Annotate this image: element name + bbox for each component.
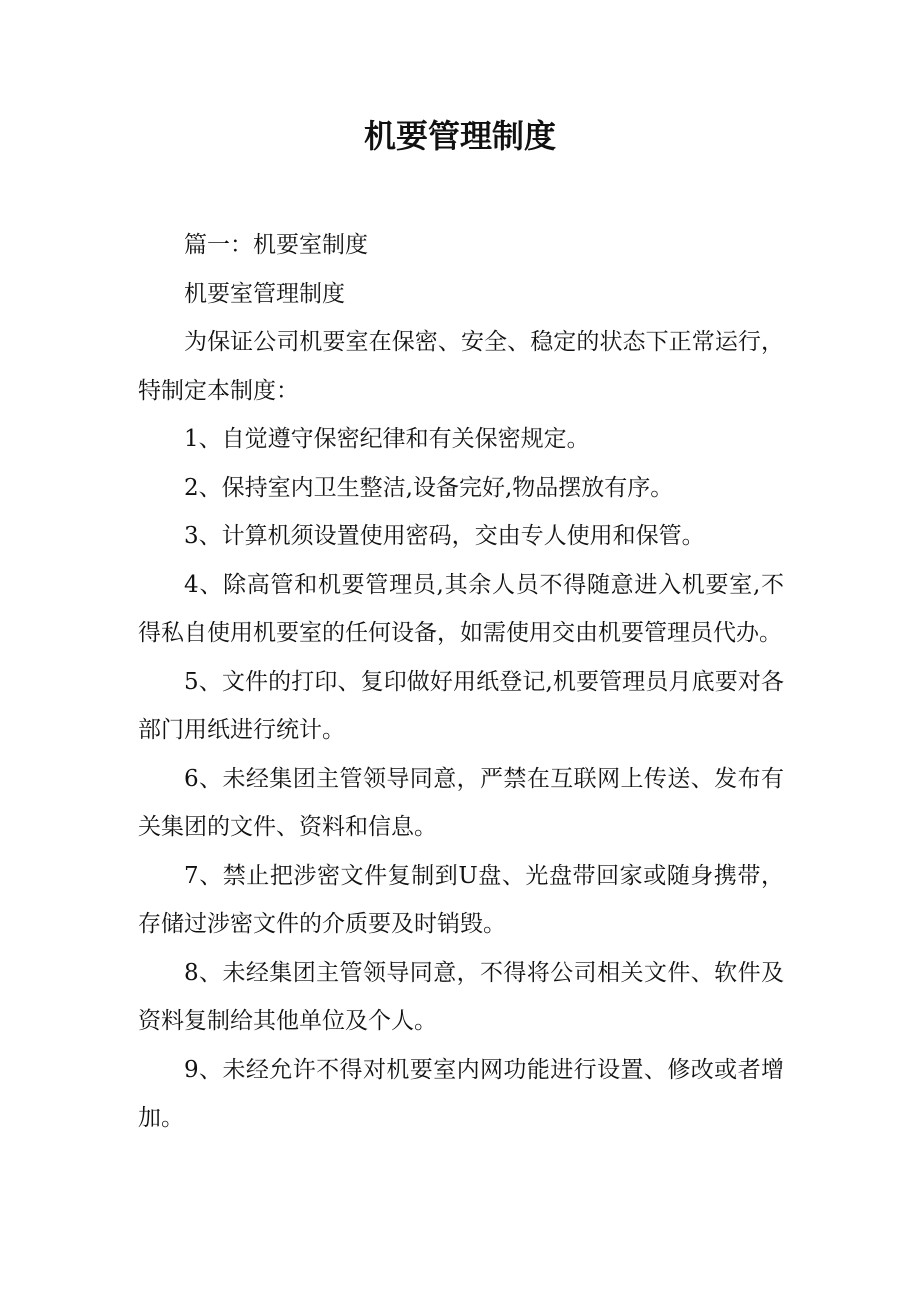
document-body <box>138 221 784 1143</box>
rule-item-9: 9、未经允许不得对机要室内网功能进行设置、修改或者增加。 <box>138 1056 784 1131</box>
section-heading: 篇一：机要室制度 <box>184 232 368 258</box>
rule-item-7: 7、禁止把涉密文件复制到U盘、光盘带回家或随身携带，存储过涉密文件的介质要及时销毁。 <box>138 862 784 937</box>
intro-paragraph: 为保证公司机要室在保密、安全、稳定的状态下正常运行，特制定本制度： <box>138 329 784 404</box>
rule-item-4: 4、除高管和机要管理员,其余人员不得随意进入机要室,不得私自使用机要室的任何设备，如需使用交由机要管理员代办。 <box>138 571 784 646</box>
rule-item-6: 6、未经集团主管领导同意，严禁在互联网上传送、发布有关集团的文件、资料和信息。 <box>138 765 784 840</box>
rule-item-5: 5、文件的打印、复印做好用纸登记,机要管理员月底要对各部门用纸进行统计。 <box>138 668 784 743</box>
rule-item-2: 2、保持室内卫生整洁,设备完好,物品摆放有序。 <box>184 474 674 501</box>
rule-item-8: 8、未经集团主管领导同意，不得将公司相关文件、软件及资料复制给其他单位及个人。 <box>138 959 784 1034</box>
rule-item-1: 1、自觉遵守保密纪律和有关保密规定。 <box>184 426 590 452</box>
document-title: 机要管理制度 <box>363 117 556 155</box>
section-subtitle: 机要室管理制度 <box>184 280 345 307</box>
rule-item-3: 3、计算机须设置使用密码，交由专人使用和保管。 <box>184 523 705 549</box>
